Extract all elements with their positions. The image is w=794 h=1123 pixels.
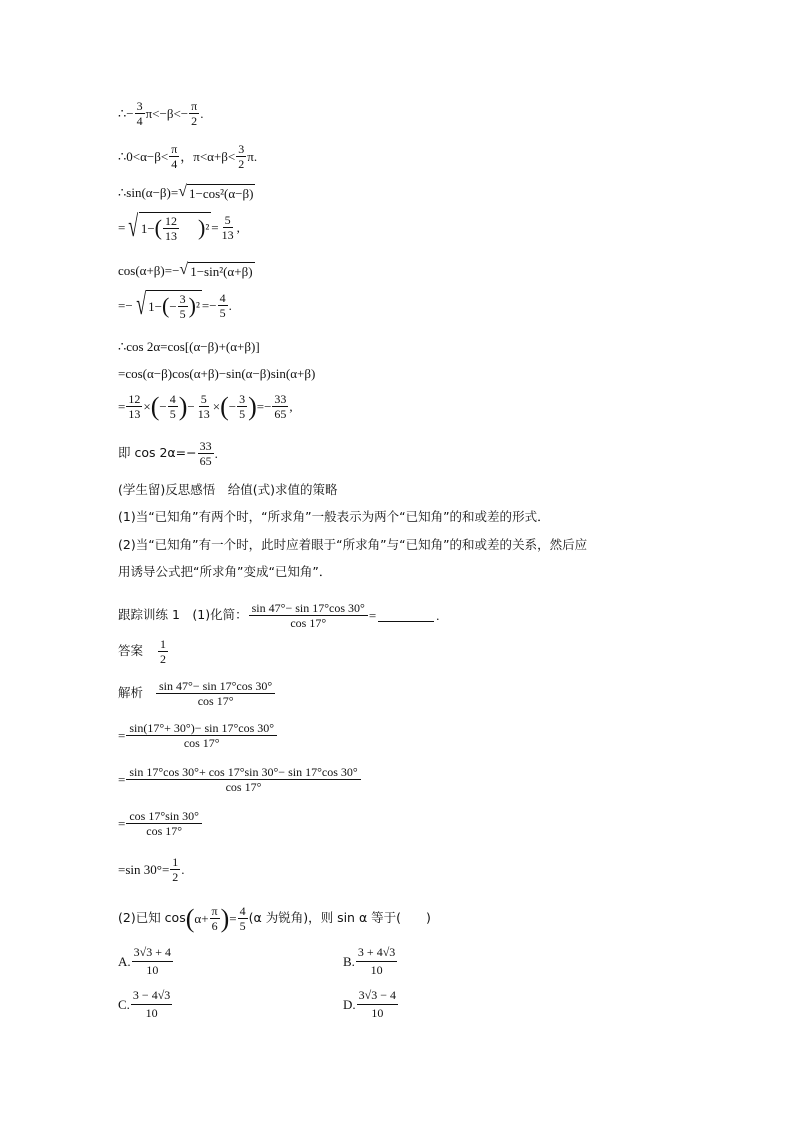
text: =cos(α−β)cos(α+β)−sin(α−β)sin(α+β) bbox=[118, 366, 316, 381]
numerator: 3 bbox=[238, 142, 245, 156]
right-paren: ) bbox=[220, 903, 230, 933]
math-line-3 bbox=[118, 184, 255, 200]
numerator: 4 bbox=[239, 904, 246, 918]
text: ∴0<α−β< bbox=[118, 149, 169, 164]
math-line-9 bbox=[118, 393, 293, 420]
numerator: 5 bbox=[224, 212, 231, 227]
denominator: 5 bbox=[179, 306, 186, 321]
denominator: 10 bbox=[145, 1006, 158, 1020]
left-paren: ( bbox=[220, 391, 229, 421]
text: = bbox=[118, 219, 126, 235]
option-label: C. bbox=[118, 996, 130, 1012]
text: . bbox=[181, 862, 185, 877]
right-paren: ) bbox=[188, 293, 196, 318]
math-line-10 bbox=[118, 440, 218, 467]
text: (α 为锐角)，则 sin α 等于( ) bbox=[248, 910, 431, 926]
numerator: 3√3 + 4 bbox=[132, 945, 173, 962]
denominator: 65 bbox=[274, 407, 287, 421]
fraction bbox=[249, 602, 368, 629]
text: − bbox=[169, 298, 177, 314]
numerator: 4 bbox=[169, 392, 176, 406]
exercise-label: 跟踪训练 1 (1)化简： bbox=[118, 607, 248, 623]
text: cos(α+β)=− bbox=[118, 262, 180, 278]
fraction bbox=[238, 905, 248, 932]
text: . bbox=[436, 608, 440, 623]
math-line-7 bbox=[118, 340, 260, 353]
denominator: cos 17° bbox=[146, 824, 183, 838]
option-d[interactable] bbox=[343, 988, 399, 1021]
radicand bbox=[146, 290, 202, 320]
fraction bbox=[236, 143, 246, 170]
text: ，π<α+β< bbox=[180, 149, 236, 164]
denominator: 2 bbox=[191, 114, 198, 128]
left-paren: ( bbox=[161, 293, 170, 318]
fraction bbox=[220, 214, 236, 241]
numerator: 3√3 − 4 bbox=[357, 988, 398, 1005]
numerator: sin 17°cos 30°+ cos 17°sin 30°− sin 17°cos 30° bbox=[126, 766, 360, 780]
numerator: 3 bbox=[239, 392, 246, 406]
denominator: 5 bbox=[169, 407, 176, 421]
reflection-heading: (学生留)反思感悟 给值(式)求值的策略 bbox=[118, 482, 338, 497]
answer-line bbox=[118, 638, 169, 665]
left-paren: ( bbox=[150, 391, 160, 421]
fraction bbox=[163, 215, 179, 242]
math-line-1 bbox=[118, 100, 203, 127]
fraction bbox=[196, 393, 212, 420]
text: , bbox=[289, 399, 293, 414]
denominator: 4 bbox=[136, 114, 143, 128]
radicand bbox=[139, 212, 211, 242]
text: =− bbox=[256, 399, 272, 414]
numerator: π bbox=[191, 99, 198, 113]
text: 1− bbox=[148, 298, 162, 314]
denominator: 2 bbox=[238, 157, 245, 171]
numerator: 3 bbox=[179, 291, 186, 306]
denominator: 65 bbox=[199, 454, 212, 468]
answer-label: 答案 bbox=[118, 643, 144, 659]
denominator: 13 bbox=[221, 227, 234, 242]
numerator: 1 bbox=[172, 855, 179, 869]
denominator: 13 bbox=[164, 228, 177, 243]
radical-sign: √ bbox=[135, 288, 146, 321]
text: π. bbox=[247, 149, 258, 164]
text: =sin 30°= bbox=[118, 862, 170, 877]
math-line-2 bbox=[118, 143, 257, 170]
fraction bbox=[357, 988, 398, 1021]
fraction bbox=[169, 143, 179, 170]
text: , bbox=[236, 219, 240, 235]
option-b[interactable] bbox=[343, 945, 398, 978]
left-paren: ( bbox=[185, 903, 195, 933]
fraction bbox=[189, 100, 199, 127]
text: =− bbox=[201, 297, 217, 313]
text: − bbox=[187, 399, 195, 414]
analysis-line-1 bbox=[118, 680, 276, 707]
numerator: 12 bbox=[164, 213, 177, 228]
option-label: A. bbox=[118, 953, 131, 969]
fraction bbox=[126, 810, 202, 837]
text: − bbox=[228, 399, 237, 414]
text: = bbox=[118, 728, 126, 743]
radical-sign: √ bbox=[178, 183, 187, 200]
numerator: 33 bbox=[199, 439, 212, 453]
exercise-line bbox=[118, 602, 439, 629]
text: ² bbox=[195, 298, 200, 314]
denominator: 6 bbox=[211, 919, 218, 933]
denominator: cos 17° bbox=[183, 736, 220, 750]
radicand: 1−sin²(α+β) bbox=[190, 263, 253, 279]
text: = bbox=[118, 772, 126, 787]
denominator: 10 bbox=[371, 1006, 384, 1020]
fraction bbox=[168, 393, 178, 420]
numerator: 33 bbox=[274, 392, 287, 406]
radicand: 1−cos²(α−β) bbox=[188, 185, 254, 201]
text: π<−β<− bbox=[145, 106, 189, 121]
denominator: cos 17° bbox=[225, 780, 262, 794]
fraction bbox=[178, 293, 188, 320]
math-line-8 bbox=[118, 367, 315, 380]
denominator: 2 bbox=[172, 870, 179, 884]
denominator: 4 bbox=[171, 157, 178, 171]
option-c[interactable] bbox=[118, 988, 173, 1021]
text: = bbox=[229, 911, 237, 926]
fraction bbox=[126, 393, 142, 420]
text: . bbox=[200, 106, 204, 121]
text: =− bbox=[118, 297, 133, 313]
text: α+ bbox=[194, 911, 209, 926]
right-paren: ) bbox=[248, 391, 257, 421]
analysis-line-5 bbox=[118, 856, 185, 883]
right-paren: ) bbox=[178, 391, 188, 421]
denominator: 5 bbox=[239, 407, 246, 421]
square-root bbox=[178, 184, 255, 200]
denominator: cos 17° bbox=[290, 616, 327, 630]
numerator: 3 bbox=[136, 99, 143, 113]
text: ² bbox=[205, 220, 210, 236]
fraction bbox=[170, 856, 180, 883]
text: (2)已知 cos bbox=[118, 910, 186, 926]
left-paren: ( bbox=[154, 215, 162, 240]
numerator: sin 47°− sin 17°cos 30° bbox=[156, 680, 275, 694]
text: . bbox=[214, 446, 218, 461]
analysis-line-4 bbox=[118, 810, 203, 837]
text: ∴sin(α−β)= bbox=[118, 184, 179, 200]
text: × bbox=[143, 399, 151, 414]
numerator: 5 bbox=[200, 392, 207, 406]
square-root bbox=[133, 290, 202, 320]
fraction bbox=[356, 945, 397, 978]
denominator: 5 bbox=[219, 305, 226, 320]
right-paren: ) bbox=[197, 215, 206, 240]
text: . bbox=[228, 297, 232, 313]
text: ∴cos 2α=cos[(α−β)+(α+β)] bbox=[118, 339, 260, 354]
numerator: 12 bbox=[128, 392, 141, 406]
fraction bbox=[126, 766, 360, 793]
square-root bbox=[125, 212, 211, 242]
answer-blank bbox=[378, 609, 434, 622]
denominator: 10 bbox=[146, 963, 159, 977]
numerator: π bbox=[171, 142, 178, 156]
reflection-point-1: (1)当“已知角”有两个时，“所求角”一般表示为两个“已知角”的和或差的形式． bbox=[118, 509, 550, 524]
denominator: 13 bbox=[197, 407, 210, 421]
text: = bbox=[118, 816, 126, 831]
text: − bbox=[159, 399, 167, 414]
text: = bbox=[118, 399, 126, 414]
option-a[interactable] bbox=[118, 945, 174, 978]
analysis-line-2 bbox=[118, 722, 278, 749]
math-line-5 bbox=[118, 262, 255, 278]
denominator: 10 bbox=[370, 963, 383, 977]
fraction bbox=[218, 292, 228, 319]
text: 1− bbox=[140, 220, 155, 236]
fraction bbox=[272, 393, 288, 420]
question-2 bbox=[118, 905, 431, 932]
analysis-label: 解析 bbox=[118, 685, 144, 701]
denominator: 2 bbox=[160, 652, 167, 666]
radical-sign: √ bbox=[179, 261, 189, 278]
text: × bbox=[212, 399, 221, 414]
fraction bbox=[156, 680, 275, 707]
fraction bbox=[237, 393, 247, 420]
reflection-point-2b: 用诱导公式把“所求角”变成“已知角”． bbox=[118, 564, 332, 579]
square-root bbox=[179, 262, 254, 278]
denominator: 13 bbox=[128, 407, 141, 421]
fraction bbox=[158, 638, 168, 665]
radical-sign: √ bbox=[128, 210, 139, 243]
numerator: π bbox=[211, 904, 218, 918]
fraction bbox=[198, 440, 214, 467]
denominator: cos 17° bbox=[197, 694, 234, 708]
fraction bbox=[132, 945, 173, 978]
numerator: 1 bbox=[160, 637, 167, 651]
text: 即 cos 2α=− bbox=[118, 445, 197, 461]
numerator: cos 17°sin 30° bbox=[126, 810, 202, 824]
fraction bbox=[126, 722, 277, 749]
fraction bbox=[210, 905, 220, 932]
text: = bbox=[368, 608, 377, 623]
math-line-4 bbox=[118, 212, 240, 242]
fraction bbox=[131, 988, 172, 1021]
numerator: 4 bbox=[219, 290, 226, 305]
numerator: sin(17°+ 30°)− sin 17°cos 30° bbox=[126, 722, 277, 736]
denominator: 5 bbox=[239, 919, 246, 933]
option-label: B. bbox=[343, 953, 355, 969]
fraction bbox=[135, 100, 145, 127]
numerator: 3 + 4√3 bbox=[356, 945, 397, 962]
option-label: D. bbox=[343, 996, 356, 1012]
numerator: 3 − 4√3 bbox=[131, 988, 172, 1005]
reflection-point-2a: (2)当“已知角”有一个时，此时应着眼于“所求角”与“已知角”的和或差的关系，然后应 bbox=[118, 537, 588, 552]
math-line-6 bbox=[118, 290, 232, 320]
analysis-line-3 bbox=[118, 766, 362, 793]
text: ∴− bbox=[118, 106, 134, 121]
numerator: sin 47°− sin 17°cos 30° bbox=[249, 602, 368, 616]
text: = bbox=[211, 219, 219, 235]
